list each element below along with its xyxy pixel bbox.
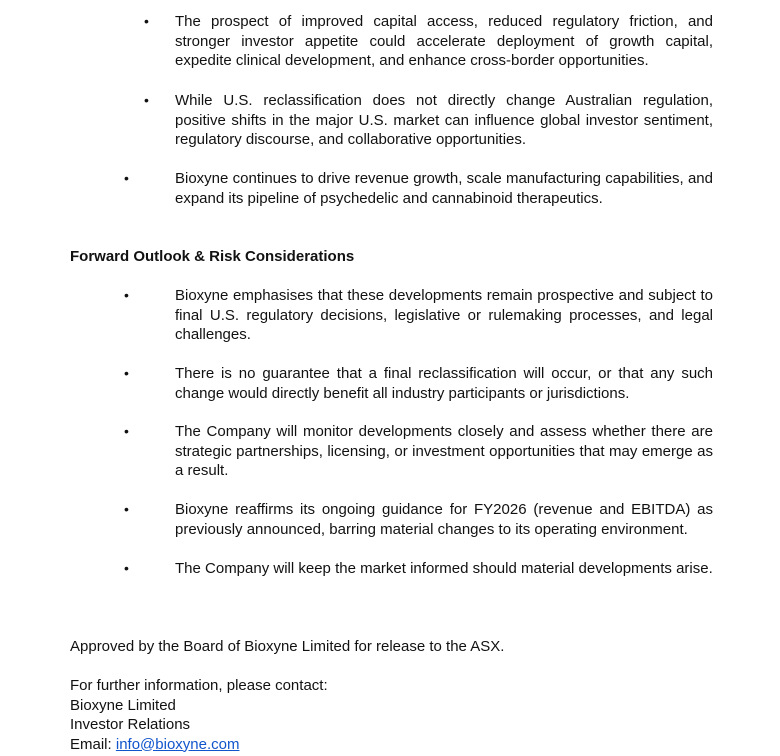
bullet-icon: • <box>124 501 129 517</box>
bullet-text: The Company will keep the market informed should material developments arise. <box>175 560 713 577</box>
bullet-text: The Company will monitor developments closely and assess whether there are strategic partnerships, licensing, or investment opportunities that may emerge as a result. <box>175 423 713 479</box>
bullet-icon: • <box>124 423 129 439</box>
contact-email-label: Email: <box>70 735 112 753</box>
bullet-text: There is no guarantee that a final reclassification will occur, or that any such change would directly benefit all industry participants or jurisdictions. <box>175 365 713 402</box>
contact-email-line <box>70 735 239 755</box>
bullet-text: The prospect of improved capital access, reduced regulatory friction, and stronger investor appetite could accelerate deployment of growth capital, expedite clinical development, and enhance cross-border opportunities. <box>175 13 713 69</box>
bullet-icon: • <box>144 92 149 108</box>
bullet-icon: • <box>124 287 129 303</box>
contact-intro: For further information, please contact: <box>70 677 328 694</box>
bullet-icon: • <box>124 560 129 576</box>
approval-statement: Approved by the Board of Bioxyne Limited for release to the ASX. <box>70 638 505 655</box>
bullet-text: Bioxyne continues to drive revenue growth, scale manufacturing capabilities, and expand its pipeline of psychedelic and cannabinoid therapeutics. <box>175 170 713 207</box>
bullet-text: While U.S. reclassification does not directly change Australian regulation, positive shifts in the major U.S. market can influence global investor sentiment, regulatory discourse, and collaborative opportunities. <box>175 92 713 148</box>
contact-company: Bioxyne Limited <box>70 696 176 714</box>
list-item <box>124 286 713 345</box>
list-item <box>124 559 713 579</box>
contact-department: Investor Relations <box>70 716 191 733</box>
bullet-icon: • <box>124 365 129 381</box>
section-heading: Forward Outlook & Risk Considerations <box>70 248 355 265</box>
list-item <box>124 169 713 208</box>
list-item <box>124 364 713 403</box>
list-item <box>144 91 713 150</box>
bullet-icon: • <box>144 13 149 29</box>
list-item <box>124 422 713 481</box>
contact-email-link[interactable]: info@bioxyne.com <box>115 735 240 753</box>
bullet-icon: • <box>124 170 129 186</box>
list-item <box>144 12 713 71</box>
bullet-text: Bioxyne emphasises that these developments remain prospective and subject to final U.S. regulatory decisions, legislative or rulemaking processes, and legal challenges. <box>175 287 713 343</box>
list-item <box>124 500 713 539</box>
bullet-text: Bioxyne reaffirms its ongoing guidance for FY2026 (revenue and EBITDA) as previously announced, barring material changes to its operating environment. <box>175 501 713 538</box>
